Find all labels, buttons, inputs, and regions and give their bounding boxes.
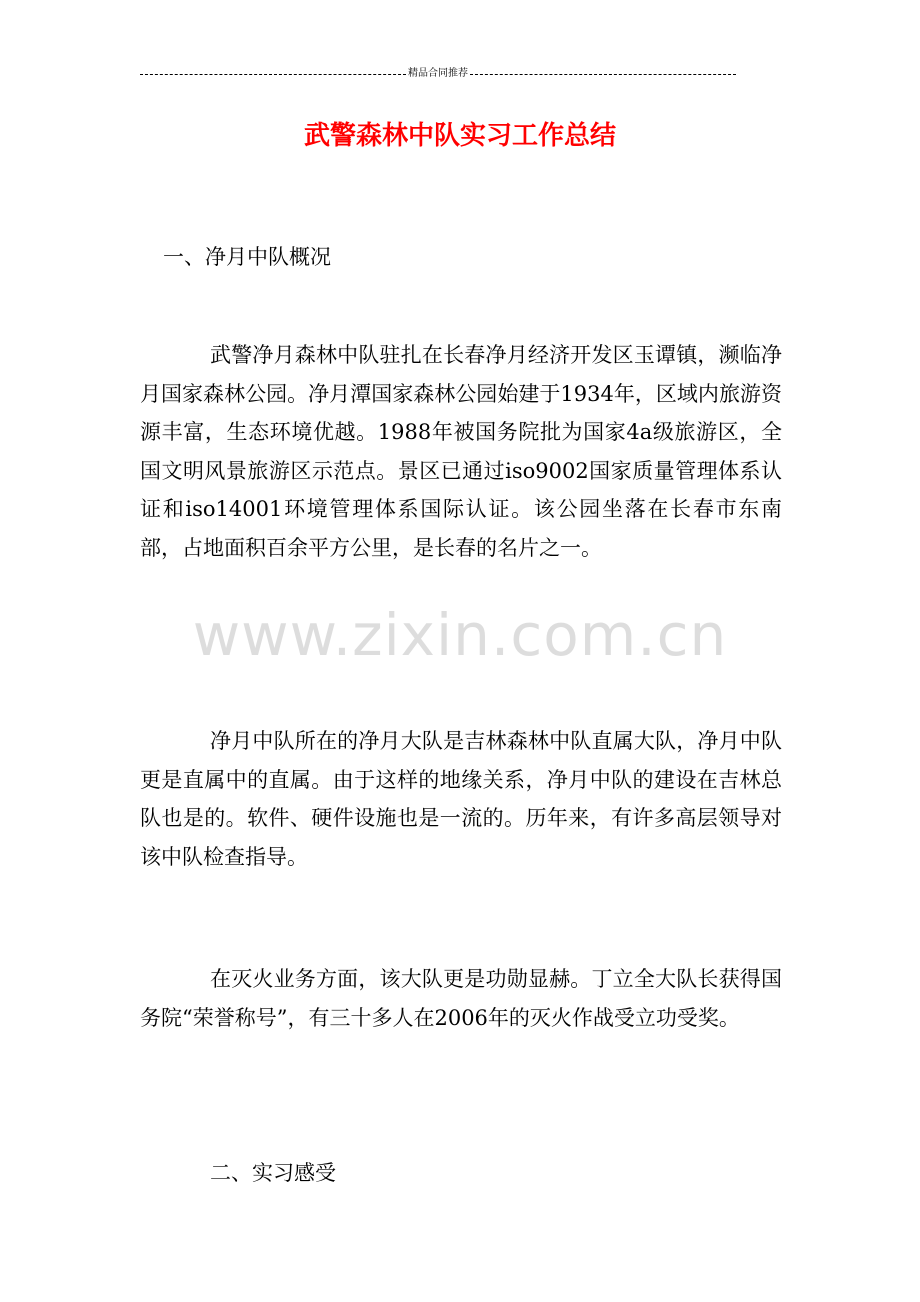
- paragraph-1: 武警净月森林中队驻扎在长春净月经济开发区玉谭镇，濒临净月国家森林公园。净月潭国家森林公园始建于1934年，区域内旅游资源丰富，生态环境优越。1988年被国务院批为国家4a级旅游区，全国文明风景旅游区示范点。景区已通过iso9002国家质量管理体系认证和iso14001环境管理体系国际认证。该公园坐落在长春市东南部，占地面积百余平方公里，是长春的名片之一。: [140, 343, 782, 560]
- paragraph-3: 在灭火业务方面，该大队更是功勋显赫。丁立全大队长获得国务院“荣誉称号”，有三十多人在2006年的灭火作战受立功受奖。: [140, 967, 782, 1030]
- document-title: 武警森林中队实习工作总结: [303, 121, 616, 151]
- paragraph-2: 净月中队所在的净月大队是吉林森林中队直属大队，净月中队更是直属中的直属。由于这样的地缘关系，净月中队的建设在吉林总队也是的。软件、硬件设施也是一流的。历年来，有许多高层领导对该中队检查指导。: [140, 729, 782, 869]
- section-heading-2: 二、实习感受: [210, 1161, 336, 1185]
- page-header: [140, 66, 736, 82]
- header-label: 精品合同推荐: [408, 68, 468, 79]
- watermark: www.zixin.com.cn: [192, 601, 728, 669]
- header-dash-left: [140, 74, 406, 75]
- section-heading-1: 一、净月中队概况: [163, 245, 331, 269]
- header-dash-right: [470, 74, 736, 75]
